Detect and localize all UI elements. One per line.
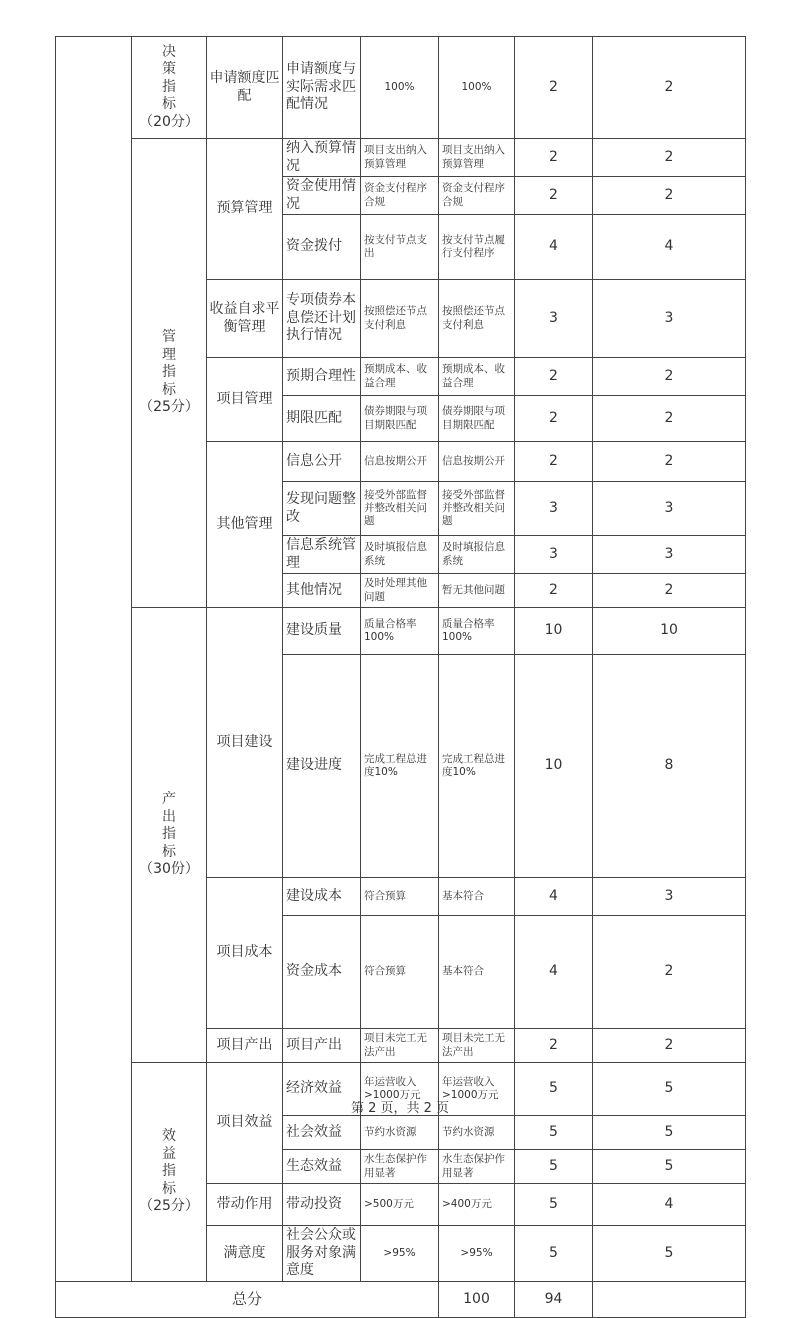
weight-cell: 2 (515, 139, 593, 177)
weight-cell: 2 (515, 37, 593, 139)
category-cell: 效 益 指 标 （25分） (132, 1063, 207, 1282)
level3-indicator-cell: 项目产出 (283, 1029, 361, 1063)
category-cell: 产 出 指 标 （30份） (132, 608, 207, 1063)
score-cell: 3 (593, 280, 746, 358)
score-cell: 3 (593, 482, 746, 536)
target-value-cell: 及时填报信息系统 (361, 536, 439, 574)
actual-value-cell: 资金支付程序合规 (439, 177, 515, 215)
weight-cell: 2 (515, 1029, 593, 1063)
score-cell: 5 (593, 1150, 746, 1184)
weight-cell: 2 (515, 396, 593, 442)
actual-value-cell: 及时填报信息系统 (439, 536, 515, 574)
level2-indicator-cell: 项目成本 (207, 878, 283, 1029)
target-value-cell: 年运营收入>1000万元 (361, 1063, 439, 1116)
performance-evaluation-table (55, 36, 746, 1318)
level2-indicator-cell: 带动作用 (207, 1184, 283, 1226)
level3-indicator-cell: 预期合理性 (283, 358, 361, 396)
level3-indicator-cell: 建设质量 (283, 608, 361, 655)
target-value-cell: >95% (361, 1226, 439, 1282)
score-cell: 2 (593, 396, 746, 442)
weight-cell: 4 (515, 916, 593, 1029)
score-cell: 5 (593, 1116, 746, 1150)
level2-indicator-cell: 满意度 (207, 1226, 283, 1282)
category-cell: 管 理 指 标 （25分） (132, 139, 207, 608)
actual-value-cell: 债券期限与项目期限匹配 (439, 396, 515, 442)
actual-value-cell: 100% (439, 37, 515, 139)
level2-indicator-cell: 项目建设 (207, 608, 283, 878)
actual-value-cell: 节约水资源 (439, 1116, 515, 1150)
level3-indicator-cell: 信息公开 (283, 442, 361, 482)
target-value-cell: 符合预算 (361, 878, 439, 916)
target-value-cell: 及时处理其他问题 (361, 574, 439, 608)
target-value-cell: 项目支出纳入预算管理 (361, 139, 439, 177)
level2-indicator-cell: 收益自求平衡管理 (207, 280, 283, 358)
actual-value-cell: 预期成本、收益合理 (439, 358, 515, 396)
weight-cell: 3 (515, 280, 593, 358)
level2-indicator-cell: 预算管理 (207, 139, 283, 280)
level2-indicator-cell: 项目效益 (207, 1063, 283, 1184)
weight-cell: 4 (515, 215, 593, 280)
target-value-cell: 按照偿还节点支付利息 (361, 280, 439, 358)
target-value-cell: 100% (361, 37, 439, 139)
actual-value-cell: 按支付节点履行支付程序 (439, 215, 515, 280)
actual-value-cell: 项目未完工无法产出 (439, 1029, 515, 1063)
actual-value-cell: 完成工程总进度10% (439, 655, 515, 878)
weight-cell: 2 (515, 177, 593, 215)
level3-indicator-cell: 信息系统管理 (283, 536, 361, 574)
weight-cell: 3 (515, 536, 593, 574)
table-row (56, 139, 746, 177)
weight-cell: 10 (515, 608, 593, 655)
target-value-cell: 项目未完工无法产出 (361, 1029, 439, 1063)
score-cell: 2 (593, 358, 746, 396)
total-label-cell: 总分 (56, 1282, 439, 1318)
score-cell: 2 (593, 916, 746, 1029)
score-cell: 2 (593, 442, 746, 482)
target-value-cell: 节约水资源 (361, 1116, 439, 1150)
level3-indicator-cell: 纳入预算情况 (283, 139, 361, 177)
score-cell: 8 (593, 655, 746, 878)
level2-indicator-cell: 项目产出 (207, 1029, 283, 1063)
actual-value-cell: 暂无其他问题 (439, 574, 515, 608)
score-cell: 4 (593, 215, 746, 280)
actual-value-cell: 按照偿还节点支付利息 (439, 280, 515, 358)
score-cell: 5 (593, 1063, 746, 1116)
total-score-cell: 94 (515, 1282, 593, 1318)
score-cell: 5 (593, 1226, 746, 1282)
level2-indicator-cell: 项目管理 (207, 358, 283, 442)
target-value-cell: >500万元 (361, 1184, 439, 1226)
weight-cell: 5 (515, 1226, 593, 1282)
level3-indicator-cell: 社会公众或服务对象满意度 (283, 1226, 361, 1282)
actual-value-cell: 水生态保护作用显著 (439, 1150, 515, 1184)
level3-indicator-cell: 申请额度与实际需求匹配情况 (283, 37, 361, 139)
table-row (56, 608, 746, 655)
target-value-cell: 按支付节点支出 (361, 215, 439, 280)
table-row (56, 37, 746, 139)
weight-cell: 2 (515, 358, 593, 396)
level3-indicator-cell: 资金使用情况 (283, 177, 361, 215)
category-cell: 决 策 指 标 （20分） (132, 37, 207, 139)
level3-indicator-cell: 带动投资 (283, 1184, 361, 1226)
actual-value-cell: 接受外部监督并整改相关问题 (439, 482, 515, 536)
weight-cell: 5 (515, 1116, 593, 1150)
level3-indicator-cell: 发现问题整改 (283, 482, 361, 536)
weight-cell: 10 (515, 655, 593, 878)
score-cell: 3 (593, 536, 746, 574)
level3-indicator-cell: 社会效益 (283, 1116, 361, 1150)
target-value-cell: 预期成本、收益合理 (361, 358, 439, 396)
score-cell: 10 (593, 608, 746, 655)
weight-cell: 5 (515, 1063, 593, 1116)
target-value-cell: 质量合格率100% (361, 608, 439, 655)
target-value-cell: 资金支付程序合规 (361, 177, 439, 215)
actual-value-cell: 质量合格率100% (439, 608, 515, 655)
level3-indicator-cell: 建设进度 (283, 655, 361, 878)
level3-indicator-cell: 经济效益 (283, 1063, 361, 1116)
actual-value-cell: 项目支出纳入预算管理 (439, 139, 515, 177)
total-weight-cell: 100 (439, 1282, 515, 1318)
actual-value-cell: 年运营收入>1000万元 (439, 1063, 515, 1116)
target-value-cell: 接受外部监督并整改相关问题 (361, 482, 439, 536)
level2-indicator-cell: 申请额度匹配 (207, 37, 283, 139)
weight-cell: 3 (515, 482, 593, 536)
weight-cell: 2 (515, 442, 593, 482)
actual-value-cell: 基本符合 (439, 878, 515, 916)
score-cell: 2 (593, 37, 746, 139)
level3-indicator-cell: 生态效益 (283, 1150, 361, 1184)
actual-value-cell: 信息按期公开 (439, 442, 515, 482)
target-value-cell: 债券期限与项目期限匹配 (361, 396, 439, 442)
score-cell: 4 (593, 1184, 746, 1226)
level3-indicator-cell: 专项债券本息偿还计划执行情况 (283, 280, 361, 358)
target-value-cell: 完成工程总进度10% (361, 655, 439, 878)
weight-cell: 2 (515, 574, 593, 608)
actual-value-cell: >95% (439, 1226, 515, 1282)
score-cell: 2 (593, 139, 746, 177)
total-row (56, 1282, 746, 1318)
weight-cell: 5 (515, 1184, 593, 1226)
level3-indicator-cell: 建设成本 (283, 878, 361, 916)
level3-indicator-cell: 期限匹配 (283, 396, 361, 442)
weight-cell: 5 (515, 1150, 593, 1184)
actual-value-cell: >400万元 (439, 1184, 515, 1226)
page-footer: 第 2 页，共 2 页 (350, 1101, 450, 1116)
blank-cell (56, 37, 132, 1282)
score-cell: 2 (593, 177, 746, 215)
score-cell: 2 (593, 1029, 746, 1063)
target-value-cell: 信息按期公开 (361, 442, 439, 482)
target-value-cell: 符合预算 (361, 916, 439, 1029)
level2-indicator-cell: 其他管理 (207, 442, 283, 608)
level3-indicator-cell: 其他情况 (283, 574, 361, 608)
score-cell: 3 (593, 878, 746, 916)
actual-value-cell: 基本符合 (439, 916, 515, 1029)
target-value-cell: 水生态保护作用显著 (361, 1150, 439, 1184)
weight-cell: 4 (515, 878, 593, 916)
level3-indicator-cell: 资金成本 (283, 916, 361, 1029)
level3-indicator-cell: 资金拨付 (283, 215, 361, 280)
score-cell: 2 (593, 574, 746, 608)
total-remark-cell (593, 1282, 746, 1318)
